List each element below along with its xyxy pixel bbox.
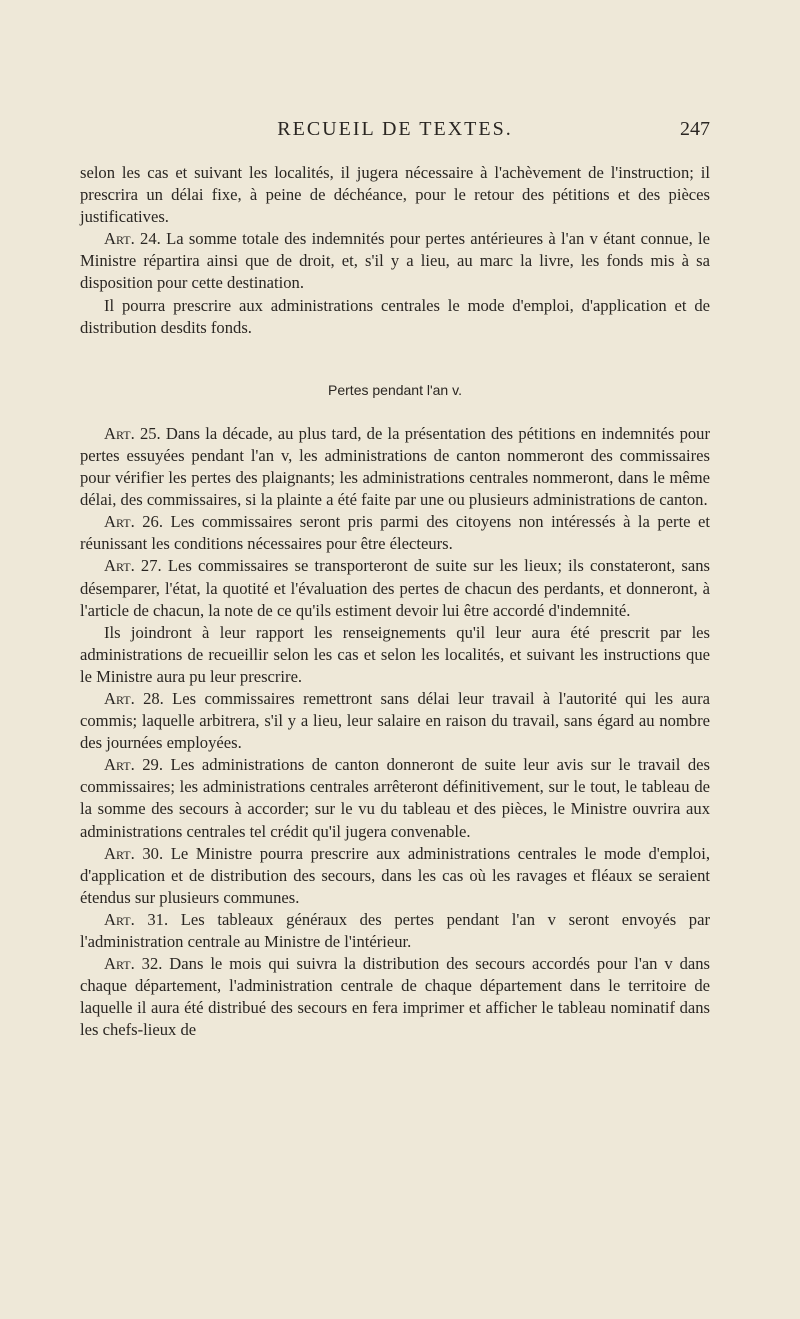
page-number: 247 <box>680 118 710 140</box>
article-27 <box>80 555 710 621</box>
page-header <box>80 118 710 144</box>
paragraph <box>80 622 710 688</box>
article-text: Dans la décade, au plus tard, de la présentation des pétitions en indemnités pour pertes essuyées pendant l'an v, les administrations de canton nommeront des commissaires pour vérifier les pertes des plaignants; les administrations centrales nommeront, dans le même délai, des commissaires, si la plainte a été faite par une ou plusieurs administrations de canton. <box>80 423 710 510</box>
article-label: Art. 31. <box>104 909 169 929</box>
article-text: Les tableaux généraux des pertes pendant l'an v seront envoyés par l'administration centrale au Ministre de l'intérieur. <box>80 909 710 951</box>
article-text: Le Ministre pourra prescrire aux administrations centrales le mode d'emploi, d'application et de distribution des secours, dans les cas où les ravages et fléaux se seraient étendus sur plusieurs communes. <box>80 843 710 907</box>
article-label: Art. 25. <box>104 423 161 443</box>
article-text: Les administrations de canton donneront de suite leur avis sur le travail des commissaires; les administrations centrales arrêteront définitivement, sur le tout, le tableau de la somme des secours à accorder; sur le vu du tableau et des pièces, le Ministre ouvrira aux administrations centrales tel crédit qu'il jugera convenable. <box>80 755 711 841</box>
article-32 <box>80 953 710 1041</box>
paragraph-text: Il pourra prescrire aux administrations centrales le mode d'emploi, d'application et de distribution desdits fonds. <box>80 295 710 337</box>
section-title: Pertes pendant l'an v. <box>328 381 462 398</box>
article-25 <box>80 423 710 511</box>
paragraph-continuation <box>80 162 710 228</box>
body-text <box>80 162 710 1041</box>
article-label: Art. 28. <box>104 688 164 708</box>
article-label: Art. 32. <box>104 954 163 974</box>
paragraph-text: Ils joindront à leur rapport les renseignements qu'il leur aura été prescrit par les administrations de recueillir selon les cas et selon les localités, et suivant les instructions que le Ministre aura pu leur prescrire. <box>80 622 710 686</box>
article-26 <box>80 511 710 555</box>
article-text: Dans le mois qui suivra la distribution des secours accordés pour l'an v dans chaque département, l'administration centrale de chaque département dans le territoire de laquelle il aura été distribué des secours en fera imprimer et afficher le tableau nominatif dans les chefs-lieux de <box>80 954 711 1040</box>
paragraph-text: selon les cas et suivant les localités, il jugera nécessaire à l'achèvement de l'instruction; il prescrira un délai fixe, à peine de déchéance, pour le retour des pétitions et des pièces justificatives. <box>80 163 710 227</box>
article-text: Les commissaires seront pris parmi des citoyens non intéressés à la perte et réunissant les conditions nécessaires pour être électeurs. <box>80 512 710 554</box>
article-29 <box>80 754 710 842</box>
article-label: Art. 30. <box>104 843 164 863</box>
article-text: Les commissaires se transporteront de suite sur les lieux; ils constateront, sans désemparer, l'état, la quotité et l'évaluation des pertes de chacun des perdants, et donneront, à l'article de chacun, la note de ce qu'ils estiment devoir lui être accordé d'indemnité. <box>80 556 710 620</box>
article-label: Art. 27. <box>104 556 162 576</box>
running-head: RECUEIL DE TEXTES. <box>277 118 513 140</box>
article-label: Art. 24. <box>104 229 161 249</box>
article-label: Art. 29. <box>104 755 163 775</box>
paragraph <box>80 295 710 339</box>
article-24 <box>80 228 710 294</box>
article-label: Art. 26. <box>104 512 163 532</box>
article-30 <box>80 843 710 909</box>
article-28 <box>80 688 710 754</box>
article-text: La somme totale des indemnités pour pertes antérieures à l'an v étant connue, le Ministre répartira ainsi que de droit, et, s'il y a lieu, au marc la livre, les fonds mis à sa disposition pour cette destination. <box>80 229 711 293</box>
article-31 <box>80 909 710 953</box>
article-text: Les commissaires remettront sans délai leur travail à l'autorité qui les aura commis; laquelle arbitrera, s'il y a lieu, leur salaire en raison du travail, sans égard au nombre des journées employées. <box>80 688 710 753</box>
